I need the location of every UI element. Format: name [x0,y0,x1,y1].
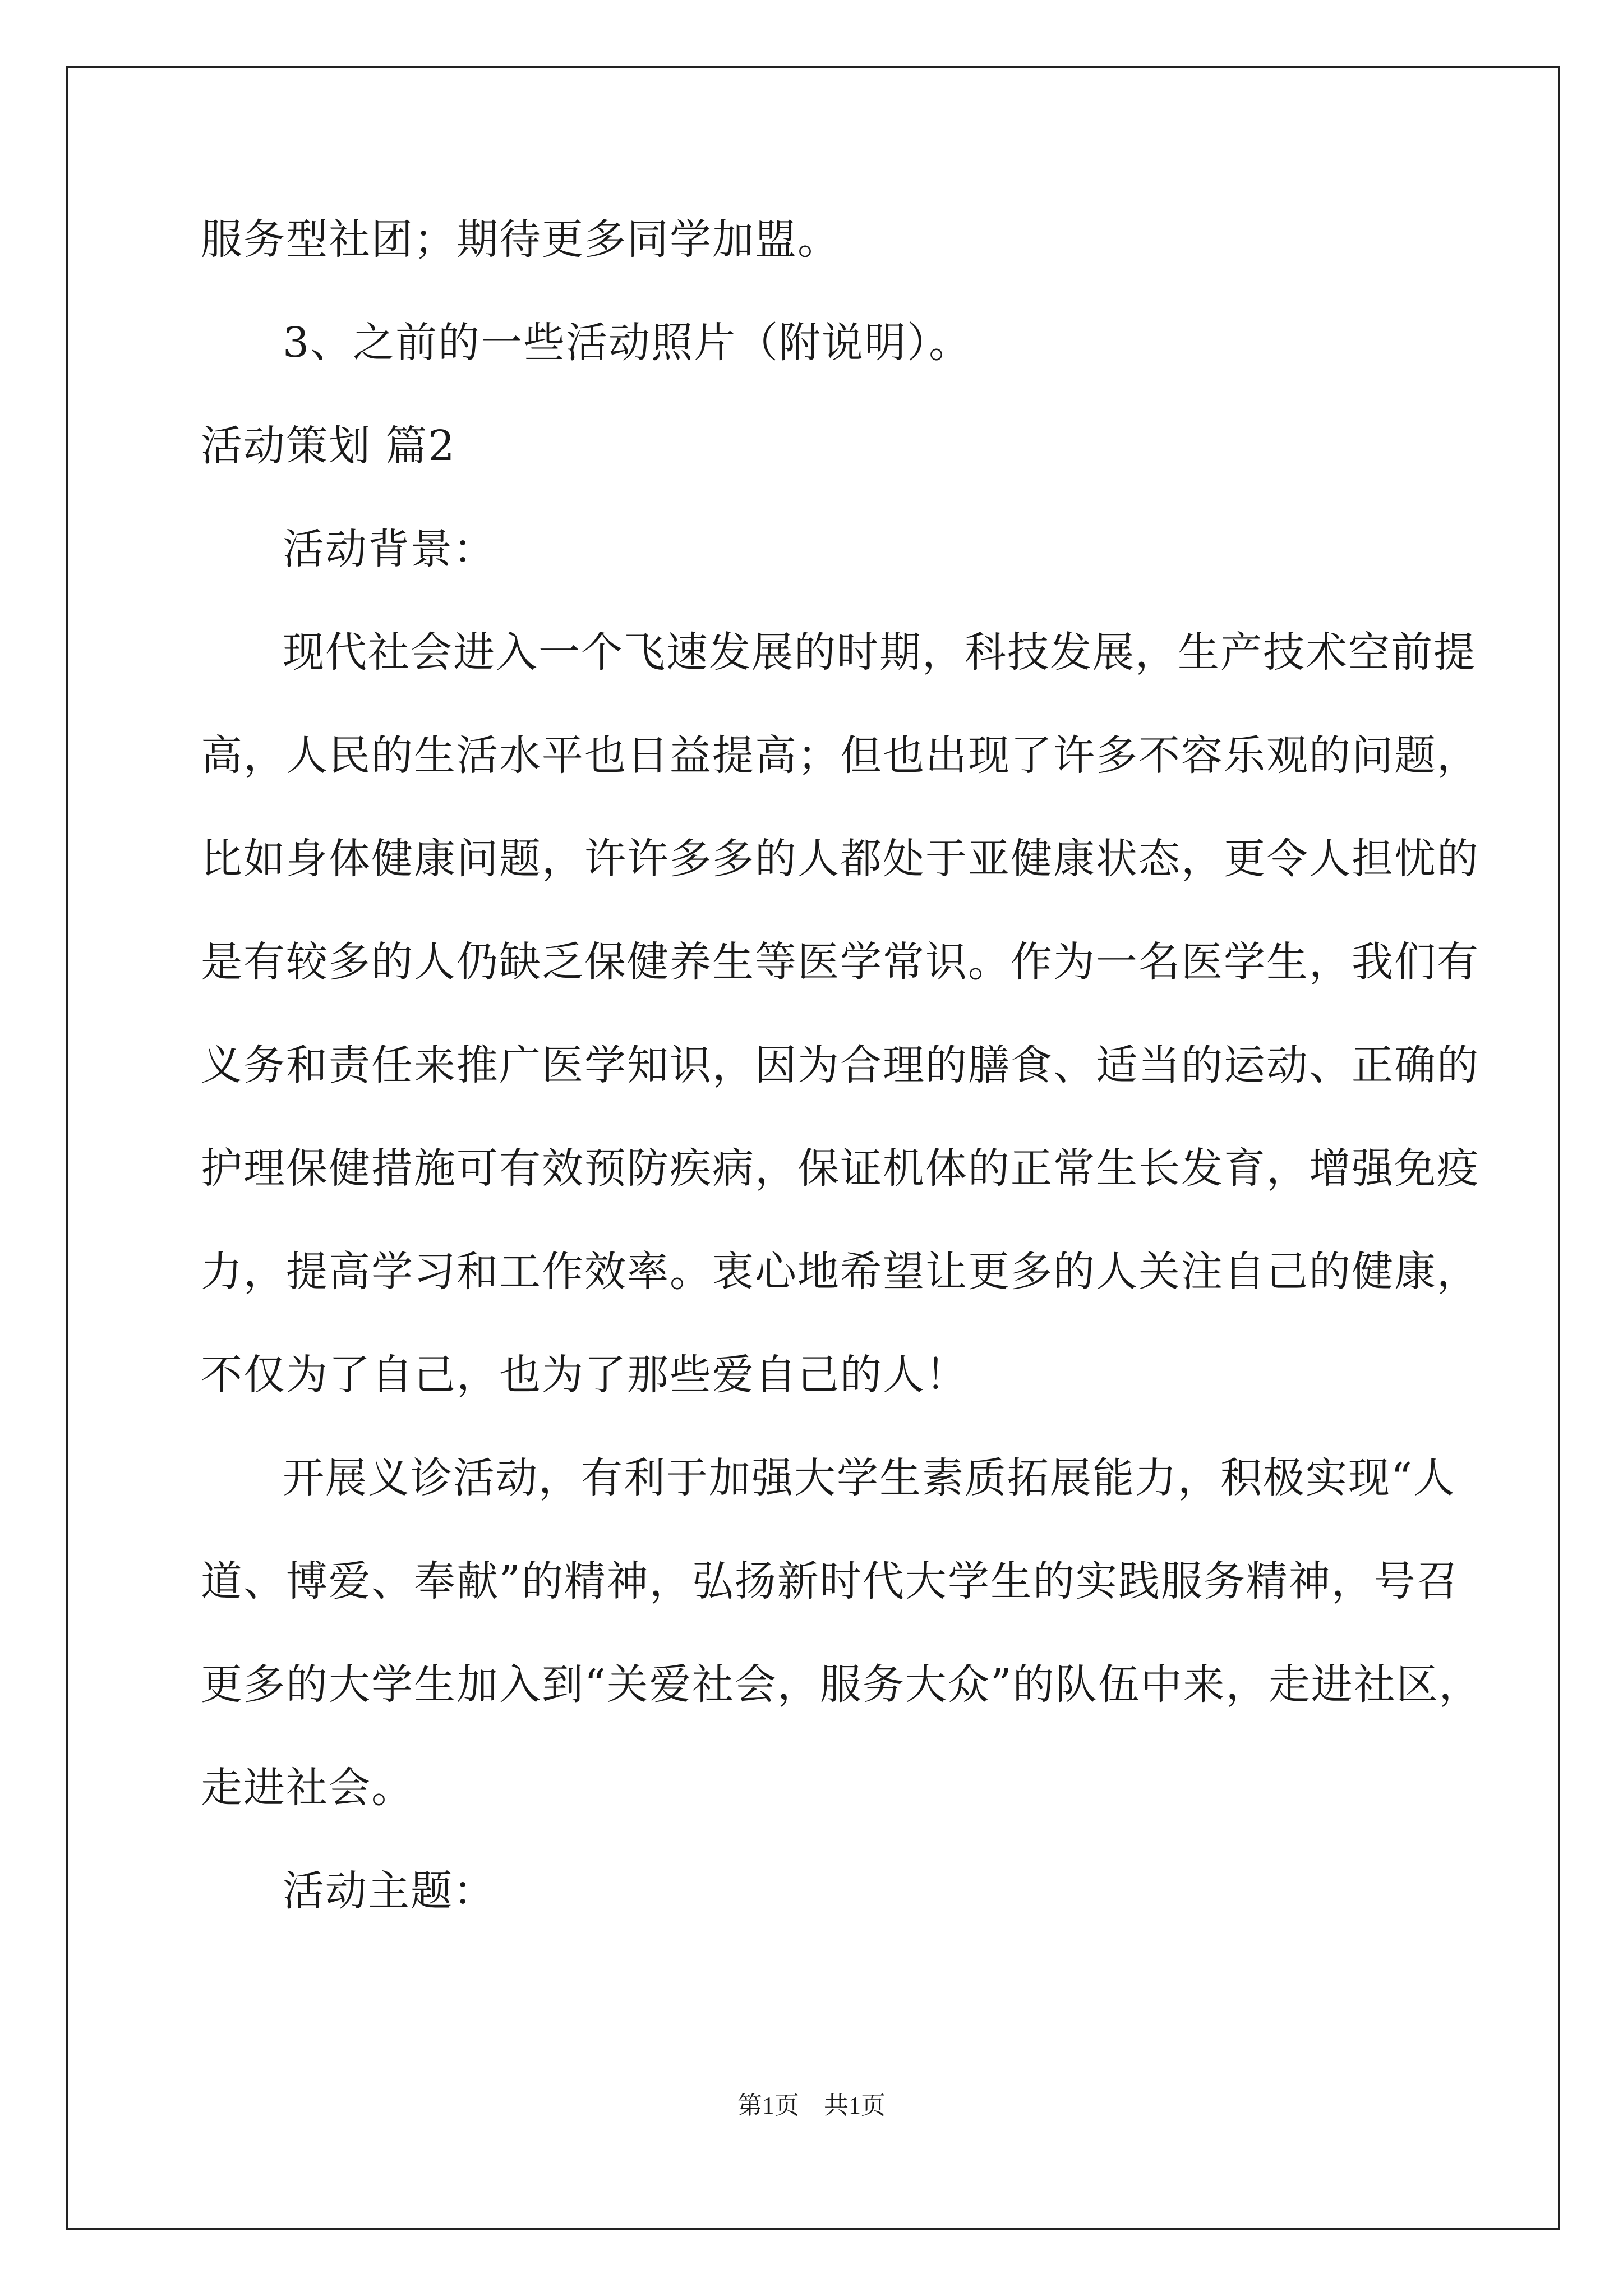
text-line: 是有较多的人仍缺乏保健养生等医学常识。作为一名医学生，我们有 [201,938,1479,986]
subheading: 活动背景： [283,525,496,573]
page-number-current: 第1页 [737,2092,799,2119]
text-line: 高，人民的生活水平也日益提高；但也出现了许多不容乐观的问题， [201,731,1479,780]
text-line: 护理保健措施可有效预防疾病，保证机体的正常生长发育，增强免疫 [201,1144,1479,1193]
page-footer [0,2090,1623,2122]
text-line: 力，提高学习和工作效率。衷心地希望让更多的人关注自己的健康， [201,1248,1479,1296]
text-line: 现代社会进入一个飞速发展的时期，科技发展，生产技术空前提 [283,628,1476,677]
text-line: 义务和责任来推广医学知识，因为合理的膳食、适当的运动、正确的 [201,1041,1479,1089]
text-line: 开展义诊活动，有利于加强大学生素质拓展能力，积极实现“人 [283,1454,1456,1502]
text-line: 不仅为了自己，也为了那些爱自己的人！ [201,1351,968,1399]
text-line: 服务型社团；期待更多同学加盟。 [201,215,840,264]
text-line: 3、之前的一些活动照片（附说明）。 [283,319,972,367]
subheading: 活动主题： [283,1867,496,1915]
section-heading: 活动策划 篇2 [201,422,456,470]
text-line: 比如身体健康问题，许许多多的人都处于亚健康状态，更令人担忧的 [201,835,1479,883]
text-line: 走进社会。 [201,1764,414,1812]
text-line: 更多的大学生加入到“关爱社会，服务大众”的队伍中来，走进社区， [201,1660,1482,1709]
text-line: 道、博爱、奉献”的精神，弘扬新时代大学生的实践服务精神，号召 [201,1557,1459,1605]
page-number-total: 共1页 [824,2092,886,2119]
